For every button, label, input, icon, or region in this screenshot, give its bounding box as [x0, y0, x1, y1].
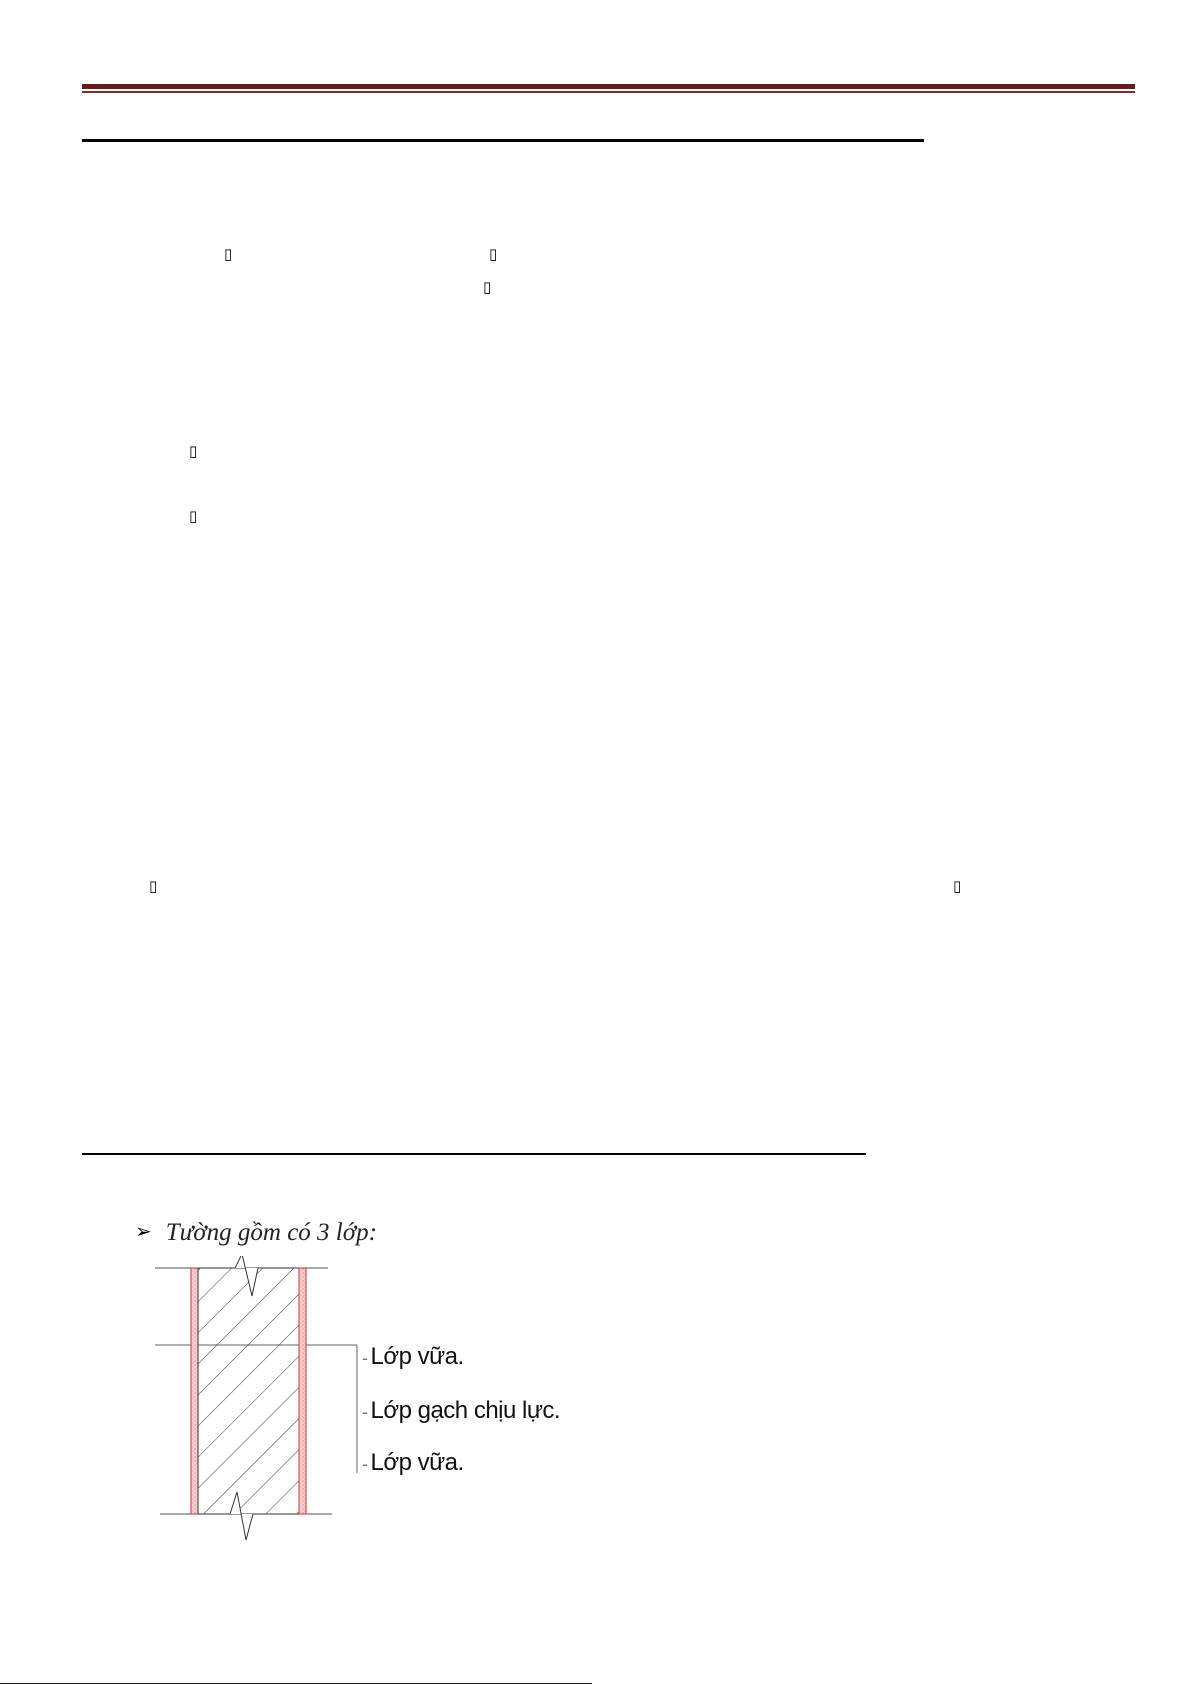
- placeholder-glyph-3: ▯: [483, 278, 492, 296]
- placeholder-glyph-5: ▯: [189, 507, 198, 525]
- layer-label-2: [362, 1397, 560, 1426]
- brick-core: [198, 1268, 299, 1514]
- placeholder-glyph-4: ▯: [189, 442, 198, 460]
- header-band-dark: [82, 84, 1135, 89]
- label-dash: -: [362, 1348, 368, 1368]
- section-rule-top: [82, 139, 924, 142]
- footer-rule: [0, 1683, 592, 1684]
- arrow-bullet-icon: ➢: [135, 1219, 152, 1243]
- figure-intro: [135, 1218, 377, 1248]
- layer-label-3: [362, 1449, 464, 1478]
- layer-label-2-text: Lớp gạch chịu lực.: [370, 1397, 561, 1424]
- plaster-layer-left: [191, 1268, 198, 1514]
- layer-label-1-text: Lớp vữa.: [370, 1343, 464, 1370]
- layer-label-3-text: Lớp vữa.: [370, 1449, 464, 1476]
- placeholder-glyph-2: ▯: [489, 245, 498, 263]
- figure-intro-text: Tường gồm có 3 lớp:: [165, 1219, 377, 1246]
- placeholder-glyph-7: ▯: [953, 877, 962, 895]
- label-dash: -: [362, 1454, 368, 1474]
- plaster-layer-right: [299, 1268, 306, 1514]
- header-band-thin: [82, 91, 1135, 93]
- section-rule-middle: [82, 1153, 866, 1155]
- placeholder-glyph-6: ▯: [149, 877, 158, 895]
- label-dash: -: [362, 1402, 368, 1422]
- layer-label-1: [362, 1343, 464, 1372]
- placeholder-glyph-1: ▯: [224, 245, 233, 263]
